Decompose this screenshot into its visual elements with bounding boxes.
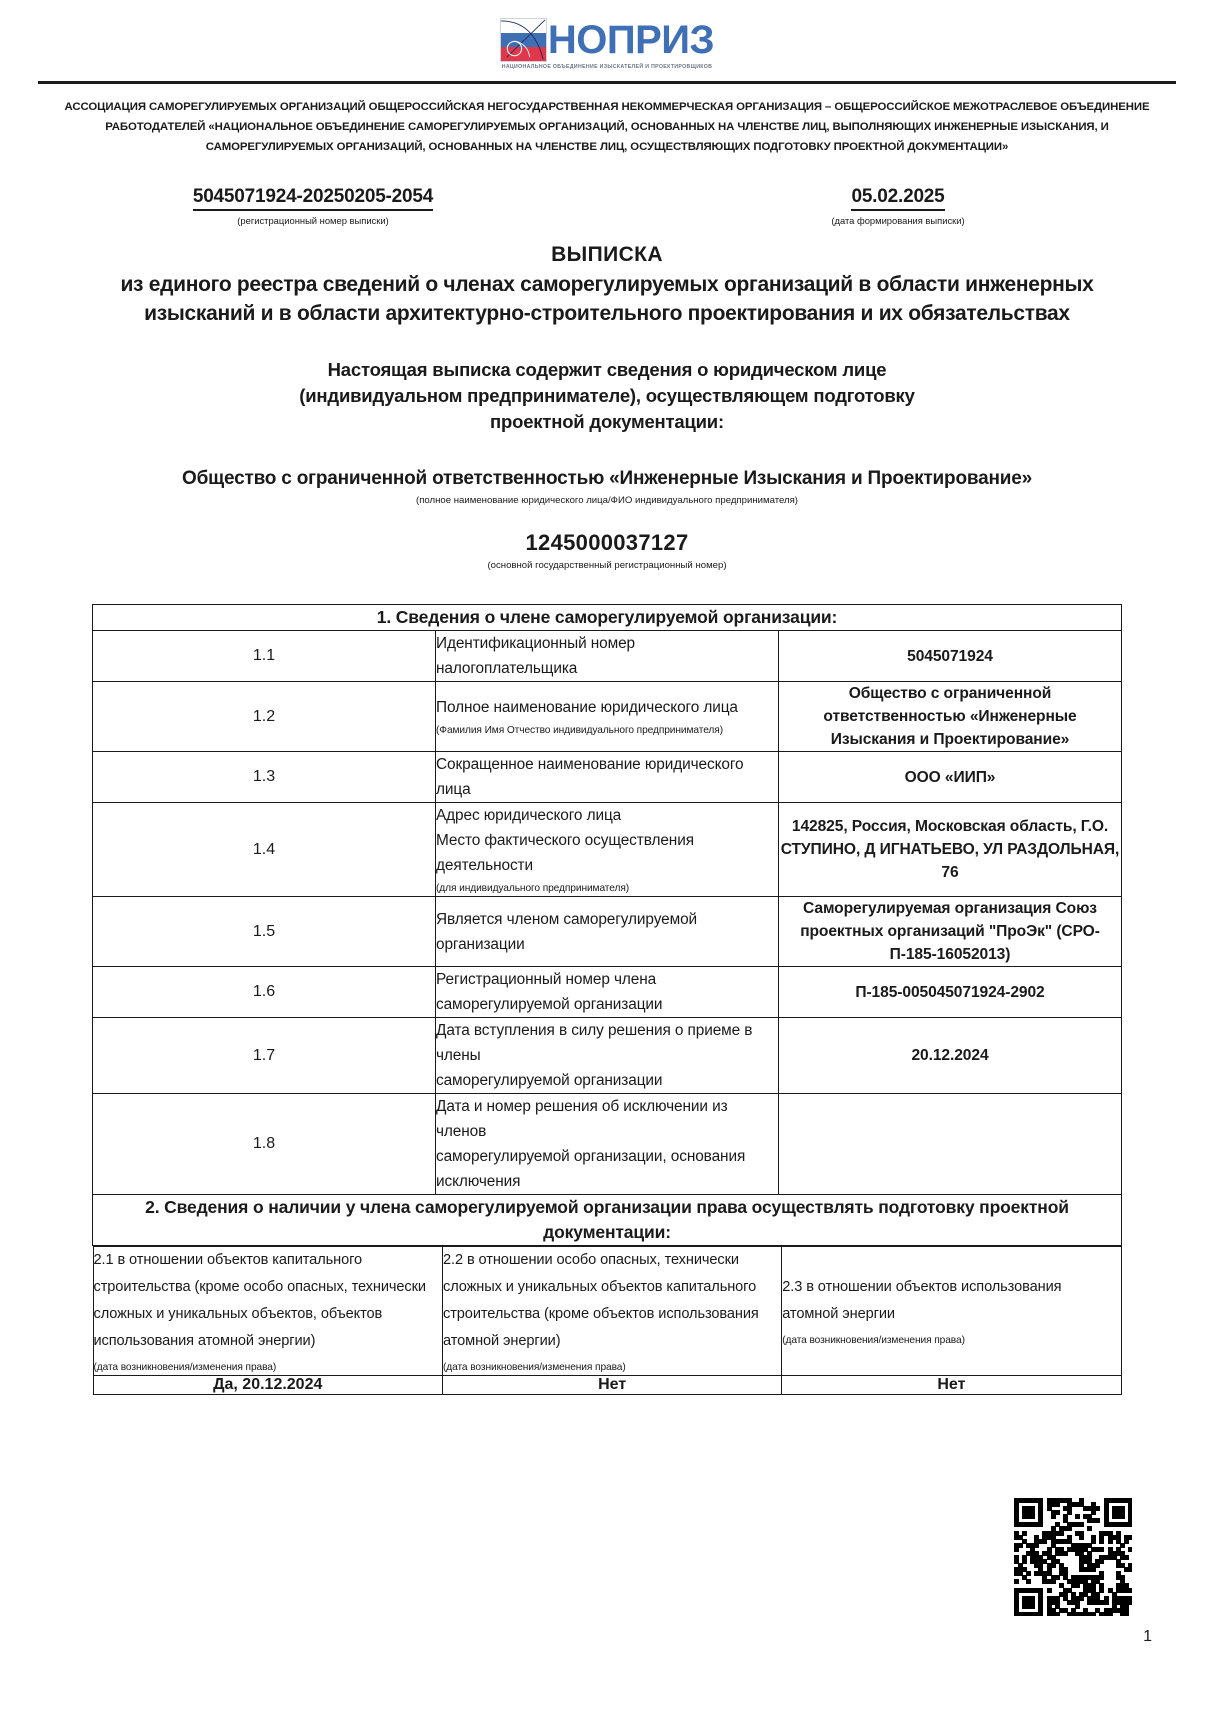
row-value: Саморегулируемая организация Союз проектных организаций "ПроЭк" (СРО-П-185-16052013)	[779, 897, 1122, 967]
rights-column-index: 2.2	[443, 1252, 467, 1268]
rights-column-2-3: 2.3 в отношении объектов использования атомной энергии (дата возникновения/изменения права)	[782, 1247, 1121, 1376]
ogrn-number: 1245000037127	[525, 530, 689, 555]
rights-column-value: Да, 20.12.2024	[93, 1376, 443, 1395]
table-row	[93, 631, 1122, 682]
row-label	[436, 803, 779, 897]
header-divider	[38, 81, 1176, 84]
rights-table	[93, 1246, 1122, 1395]
row-value: ООО «ИИП»	[779, 752, 1122, 803]
statement-line-3: проектной документации:	[490, 411, 724, 432]
row-value	[779, 1094, 1122, 1195]
row-label	[436, 967, 779, 1018]
row-label	[436, 682, 779, 752]
row-label	[436, 1018, 779, 1094]
registration-row	[38, 186, 1176, 226]
row-label-line: Полное наименование юридического лица	[436, 699, 738, 716]
rights-value-row	[93, 1376, 1121, 1395]
section2-heading: 2. Сведения о наличии у члена саморегулируемой организации права осуществлять подготовку проектной документации:	[93, 1195, 1122, 1246]
row-label-sub: (для индивидуального предпринимателя)	[436, 883, 630, 894]
row-label-line: Место фактического осуществления деятельности	[436, 832, 694, 874]
document-title: ВЫПИСКА	[551, 243, 663, 266]
org-header-line-3: САМОРЕГУЛИРУЕМЫХ ОРГАНИЗАЦИЙ, ОСНОВАННЫХ НА ЧЛЕНСТВЕ ЛИЦ, ОСУЩЕСТВЛЯЮЩИХ ПОДГОТОВКУ ПРОЕКТНОЙ ДОКУМЕНТАЦИИ»	[205, 141, 1009, 153]
row-value: 142825, Россия, Московская область, Г.О. СТУПИНО, Д ИГНАТЬЕВО, УЛ РАЗДОЛЬНАЯ, 76	[779, 803, 1122, 897]
nopriz-logo	[500, 18, 714, 70]
statement-line-2: (индивидуальном предпринимателе), осуществляющем подготовку	[299, 385, 915, 406]
section1-heading: 1. Сведения о члене саморегулируемой организации:	[93, 605, 1122, 631]
qr-code	[1014, 1498, 1132, 1616]
logo-wordmark: НОПРИЗ	[547, 18, 715, 62]
section2-columns-row	[93, 1246, 1122, 1396]
row-label-line: саморегулируемой организации, основания исключения	[436, 1148, 746, 1190]
table-row	[93, 803, 1122, 897]
page-number: 1	[1143, 1628, 1152, 1645]
qr-code-canvas	[1014, 1498, 1132, 1616]
row-value: Общество с ограниченной ответственностью «Инженерные Изыскания и Проектирование»	[779, 682, 1122, 752]
registration-number-block	[148, 186, 478, 226]
row-number: 1.5	[93, 897, 436, 967]
registry-table	[92, 604, 1122, 1395]
row-value: 20.12.2024	[779, 1018, 1122, 1094]
row-label-line: Регистрационный номер члена саморегулируемой организации	[436, 971, 663, 1013]
rights-table-body	[93, 1247, 1121, 1395]
row-label-line: Является членом саморегулируемой организации	[436, 910, 698, 953]
table-row	[93, 1094, 1122, 1195]
document-subtitle-line-2: изысканий и в области архитектурно-строительного проектирования и их обязательствах	[144, 302, 1070, 325]
rights-column-index: 2.3	[782, 1279, 807, 1295]
row-value: П-185-005045071924-2902	[779, 967, 1122, 1018]
rights-column-value: Нет	[443, 1376, 782, 1395]
registration-number-caption: (регистрационный номер выписки)	[237, 215, 389, 226]
row-label	[436, 897, 779, 967]
row-label-line: Адрес юридического лица	[436, 807, 622, 824]
org-header-line-1: АССОЦИАЦИЯ САМОРЕГУЛИРУЕМЫХ ОРГАНИЗАЦИЙ ОБЩЕРОССИЙСКАЯ НЕГОСУДАРСТВЕННАЯ НЕКОММЕРЧЕСКАЯ ОРГАНИЗАЦИЯ – ОБЩЕРОССИЙСКОЕ МЕЖОТРАСЛЕВОЕ ОБЪЕДИНЕНИЕ	[64, 101, 1150, 113]
row-label-line: саморегулируемой организации	[436, 1072, 663, 1089]
row-number: 1.2	[93, 682, 436, 752]
row-label-line: Дата вступления в силу решения о приеме в члены	[436, 1022, 753, 1064]
entity-name-caption: (полное наименование юридического лица/ФИО индивидуального предпринимателя)	[416, 495, 798, 506]
row-number: 1.1	[93, 631, 436, 682]
row-value: 5045071924	[779, 631, 1122, 682]
rights-column-2-2: 2.2 в отношении особо опасных, технически сложных и уникальных объектов капитального строительства (кроме объектов использования атомной энергии) (дата возникновения/изменения права)	[443, 1247, 782, 1376]
row-number: 1.3	[93, 752, 436, 803]
statement-block	[38, 357, 1176, 435]
table-row	[93, 967, 1122, 1018]
row-number: 1.4	[93, 803, 436, 897]
rights-column-sub: (дата возникновения/изменения права)	[93, 1362, 277, 1373]
registry-table-body	[93, 605, 1122, 1396]
rights-column-2-1: 2.1 в отношении объектов капитального строительства (кроме особо опасных, технически сложных и уникальных объектов, объектов использования атомной энергии) (дата возникновения/изменения права)	[93, 1247, 443, 1376]
rights-column-index: 2.1	[93, 1252, 118, 1268]
organization-header	[38, 97, 1176, 157]
rights-header-row	[93, 1247, 1121, 1376]
row-number: 1.8	[93, 1094, 436, 1195]
logo-main-row	[500, 18, 714, 62]
table-row	[93, 682, 1122, 752]
table-row	[93, 1018, 1122, 1094]
spiral-arc-icon	[501, 19, 546, 61]
registration-date-caption: (дата формирования выписки)	[831, 215, 965, 226]
registration-date-block	[753, 186, 1043, 226]
section2-heading-row	[93, 1195, 1122, 1246]
row-label	[436, 631, 779, 682]
rights-column-value: Нет	[782, 1376, 1121, 1395]
entity-name: Общество с ограниченной ответственностью «Инженерные Изыскания и Проектирование»	[182, 468, 1032, 489]
row-label-line: Дата и номер решения об исключении из членов	[436, 1098, 728, 1140]
table-row	[93, 752, 1122, 803]
row-label-line: Сокращенное наименование юридического лица	[436, 756, 744, 798]
logo-header	[38, 0, 1176, 70]
russian-flag-icon	[500, 18, 547, 62]
registration-number: 5045071924-20250205-2054	[193, 186, 433, 211]
row-label	[436, 1094, 779, 1195]
ogrn-caption: (основной государственный регистрационный номер)	[487, 560, 727, 571]
registration-date: 05.02.2025	[851, 186, 944, 211]
row-label-sub: (Фамилия Имя Отчество индивидуального предпринимателя)	[436, 725, 723, 736]
row-number: 1.6	[93, 967, 436, 1018]
rights-column-sub: (дата возникновения/изменения права)	[782, 1335, 965, 1346]
rights-column-sub: (дата возникновения/изменения права)	[443, 1362, 626, 1373]
document-subtitle	[38, 270, 1176, 328]
row-number: 1.7	[93, 1018, 436, 1094]
statement-line-1: Настоящая выписка содержит сведения о юридическом лице	[327, 359, 887, 380]
document-subtitle-line-1: из единого реестра сведений о членах саморегулируемых организаций в области инженерных	[120, 273, 1094, 296]
logo-subtitle: НАЦИОНАЛЬНОЕ ОБЪЕДИНЕНИЕ ИЗЫСКАТЕЛЕЙ И ПРОЕКТИРОВЩИКОВ	[501, 64, 713, 70]
row-label-line: Идентификационный номер налогоплательщика	[436, 635, 636, 677]
section1-heading-row	[93, 605, 1122, 631]
table-row	[93, 897, 1122, 967]
org-header-line-2: РАБОТОДАТЕЛЕЙ «НАЦИОНАЛЬНОЕ ОБЪЕДИНЕНИЕ САМОРЕГУЛИРУЕМЫХ ОРГАНИЗАЦИЙ, ОСНОВАННЫХ НА ЧЛЕНСТВЕ ЛИЦ, ВЫПОЛНЯЮЩИХ ИНЖЕНЕРНЫЕ ИЗЫСКАНИЯ, И	[105, 121, 1109, 133]
row-label	[436, 752, 779, 803]
